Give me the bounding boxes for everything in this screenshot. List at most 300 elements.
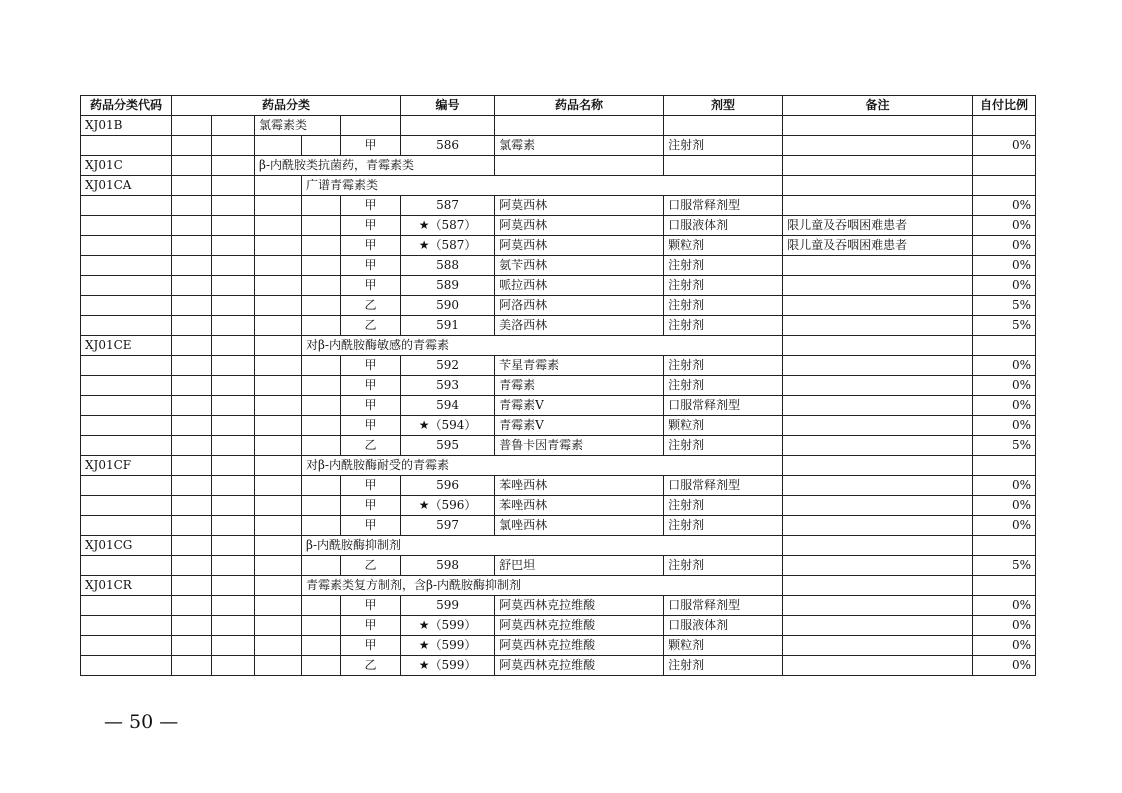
indent-cell	[212, 616, 255, 636]
indent-cell	[172, 436, 212, 456]
indent-cell	[212, 496, 255, 516]
code-cell	[81, 436, 172, 456]
code-cell	[81, 376, 172, 396]
code-cell	[81, 216, 172, 236]
indent-cell	[302, 276, 341, 296]
note-cell	[783, 396, 973, 416]
indent-cell	[255, 356, 302, 376]
note-cell	[783, 436, 973, 456]
number-cell: ★（596）	[401, 496, 495, 516]
form-cell	[973, 536, 1036, 556]
grade-cell: 甲	[341, 596, 401, 616]
dosage-form-cell: 注射剂	[664, 496, 783, 516]
indent-cell	[212, 576, 255, 596]
form-cell	[973, 336, 1036, 356]
dosage-form-cell: 注射剂	[664, 656, 783, 676]
drug-row	[81, 296, 1036, 316]
grade-cell: 甲	[341, 396, 401, 416]
dosage-form-cell: 注射剂	[664, 276, 783, 296]
grade-cell: 甲	[341, 236, 401, 256]
indent-cell	[212, 176, 255, 196]
drug-row	[81, 636, 1036, 656]
note-cell	[783, 316, 973, 336]
dosage-form-cell: 注射剂	[664, 376, 783, 396]
note-cell	[783, 616, 973, 636]
drug-row	[81, 596, 1036, 616]
indent-cell	[212, 236, 255, 256]
dosage-form-cell: 颗粒剂	[664, 236, 783, 256]
drug-name-cell: 阿莫西林	[495, 236, 664, 256]
indent-cell	[172, 596, 212, 616]
grade-cell: 乙	[341, 556, 401, 576]
indent-cell	[172, 576, 212, 596]
indent-cell	[172, 336, 212, 356]
indent-cell	[302, 396, 341, 416]
indent-cell	[302, 256, 341, 276]
indent-cell	[302, 196, 341, 216]
code-cell	[81, 136, 172, 156]
drug-row	[81, 556, 1036, 576]
number-cell: ★（599）	[401, 616, 495, 636]
number-cell: ★（587）	[401, 236, 495, 256]
number-cell	[401, 116, 495, 136]
number-cell: 592	[401, 356, 495, 376]
ratio-cell: 5%	[973, 436, 1036, 456]
indent-cell	[212, 636, 255, 656]
grade-cell: 甲	[341, 416, 401, 436]
category-code-cell: XJ01CE	[81, 336, 172, 356]
indent-cell	[302, 136, 341, 156]
category-label-cell: 对β-内酰胺酶敏感的青霉素	[302, 336, 783, 356]
header-category: 药品分类	[172, 96, 401, 116]
indent-cell	[172, 636, 212, 656]
indent-cell	[172, 516, 212, 536]
indent-cell	[212, 456, 255, 476]
drug-row	[81, 476, 1036, 496]
category-label-cell: β-内酰胺类抗菌药，青霉素类	[255, 156, 495, 176]
indent-cell	[212, 116, 255, 136]
indent-cell	[172, 316, 212, 336]
indent-cell	[212, 556, 255, 576]
ratio-cell: 0%	[973, 596, 1036, 616]
grade-cell	[341, 116, 401, 136]
indent-cell	[172, 276, 212, 296]
indent-cell	[255, 276, 302, 296]
category-code-cell: XJ01B	[81, 116, 172, 136]
dosage-form-cell: 注射剂	[664, 356, 783, 376]
category-code-cell: XJ01CA	[81, 176, 172, 196]
ratio-cell: 5%	[973, 556, 1036, 576]
drug-name-cell: 苯唑西林	[495, 496, 664, 516]
indent-cell	[302, 656, 341, 676]
note-cell	[783, 116, 973, 136]
indent-cell	[255, 136, 302, 156]
category-label-cell: β-内酰胺酶抑制剂	[302, 536, 783, 556]
code-cell	[81, 296, 172, 316]
drug-name-cell: 阿洛西林	[495, 296, 664, 316]
drug-name-cell: 苯唑西林	[495, 476, 664, 496]
drug-name-cell: 哌拉西林	[495, 276, 664, 296]
drug-name-cell: 美洛西林	[495, 316, 664, 336]
indent-cell	[212, 596, 255, 616]
indent-cell	[212, 536, 255, 556]
note-cell	[783, 656, 973, 676]
drug-row	[81, 216, 1036, 236]
name-cell	[495, 116, 664, 136]
indent-cell	[212, 156, 255, 176]
ratio-cell: 0%	[973, 416, 1036, 436]
indent-cell	[212, 436, 255, 456]
note-cell	[783, 296, 973, 316]
dosage-form-cell: 口服常释剂型	[664, 196, 783, 216]
indent-cell	[302, 636, 341, 656]
indent-cell	[302, 496, 341, 516]
indent-cell	[172, 356, 212, 376]
header-row	[81, 96, 1036, 116]
indent-cell	[302, 296, 341, 316]
number-cell: ★（587）	[401, 216, 495, 236]
grade-cell: 乙	[341, 436, 401, 456]
number-cell: 588	[401, 256, 495, 276]
name-cell	[664, 156, 783, 176]
number-cell: 589	[401, 276, 495, 296]
indent-cell	[255, 456, 302, 476]
name-cell	[783, 336, 973, 356]
indent-cell	[172, 556, 212, 576]
grade-cell: 乙	[341, 656, 401, 676]
grade-cell: 甲	[341, 376, 401, 396]
category-code-cell: XJ01C	[81, 156, 172, 176]
ratio-cell: 0%	[973, 276, 1036, 296]
note-cell	[783, 256, 973, 276]
indent-cell	[172, 496, 212, 516]
form-cell	[973, 576, 1036, 596]
ratio-cell: 0%	[973, 516, 1036, 536]
code-cell	[81, 616, 172, 636]
drug-row	[81, 356, 1036, 376]
note-cell	[783, 196, 973, 216]
grade-cell: 乙	[341, 296, 401, 316]
dosage-form-cell: 口服常释剂型	[664, 596, 783, 616]
number-cell: 598	[401, 556, 495, 576]
drug-name-cell: 普鲁卡因青霉素	[495, 436, 664, 456]
drug-row	[81, 256, 1036, 276]
indent-cell	[212, 256, 255, 276]
category-code-cell: XJ01CF	[81, 456, 172, 476]
ratio-cell: 0%	[973, 636, 1036, 656]
indent-cell	[212, 196, 255, 216]
drug-name-cell: 阿莫西林	[495, 196, 664, 216]
grade-cell: 甲	[341, 216, 401, 236]
number-cell: 591	[401, 316, 495, 336]
form-cell	[973, 456, 1036, 476]
ratio-cell: 0%	[973, 256, 1036, 276]
code-cell	[81, 256, 172, 276]
note-cell	[973, 156, 1036, 176]
header-note: 备注	[783, 96, 973, 116]
indent-cell	[255, 216, 302, 236]
indent-cell	[255, 296, 302, 316]
drug-row	[81, 656, 1036, 676]
drug-row	[81, 196, 1036, 216]
indent-cell	[172, 156, 212, 176]
ratio-cell: 5%	[973, 296, 1036, 316]
indent-cell	[212, 476, 255, 496]
indent-cell	[255, 476, 302, 496]
code-cell	[81, 636, 172, 656]
code-cell	[81, 276, 172, 296]
drug-name-cell: 阿莫西林克拉维酸	[495, 596, 664, 616]
indent-cell	[302, 516, 341, 536]
drug-name-cell: 舒巴坦	[495, 556, 664, 576]
header-code: 药品分类代码	[81, 96, 172, 116]
dosage-form-cell: 口服常释剂型	[664, 476, 783, 496]
category-row	[81, 156, 1036, 176]
ratio-cell: 0%	[973, 136, 1036, 156]
category-label-cell: 青霉素类复方制剂，含β-内酰胺酶抑制剂	[302, 576, 783, 596]
indent-cell	[212, 356, 255, 376]
indent-cell	[302, 356, 341, 376]
indent-cell	[302, 236, 341, 256]
code-cell	[81, 656, 172, 676]
dosage-form-cell: 注射剂	[664, 136, 783, 156]
note-cell	[783, 516, 973, 536]
indent-cell	[172, 216, 212, 236]
drug-row	[81, 316, 1036, 336]
indent-cell	[212, 276, 255, 296]
indent-cell	[255, 176, 302, 196]
grade-cell: 甲	[341, 496, 401, 516]
category-row	[81, 536, 1036, 556]
number-cell: 595	[401, 436, 495, 456]
indent-cell	[172, 116, 212, 136]
indent-cell	[302, 556, 341, 576]
number-cell: ★（594）	[401, 416, 495, 436]
category-row	[81, 336, 1036, 356]
indent-cell	[172, 656, 212, 676]
indent-cell	[172, 296, 212, 316]
ratio-cell	[973, 116, 1036, 136]
number-cell: ★（599）	[401, 636, 495, 656]
indent-cell	[172, 176, 212, 196]
dosage-form-cell: 注射剂	[664, 436, 783, 456]
note-cell	[783, 476, 973, 496]
dosage-form-cell: 口服常释剂型	[664, 396, 783, 416]
name-cell	[783, 176, 973, 196]
indent-cell	[172, 136, 212, 156]
category-label-cell: 广谱青霉素类	[302, 176, 783, 196]
drug-name-cell: 青霉素V	[495, 396, 664, 416]
drug-name-cell: 苄星青霉素	[495, 356, 664, 376]
indent-cell	[255, 316, 302, 336]
indent-cell	[172, 396, 212, 416]
note-cell	[783, 636, 973, 656]
category-label-cell: 对β-内酰胺酶耐受的青霉素	[302, 456, 783, 476]
indent-cell	[255, 576, 302, 596]
indent-cell	[172, 456, 212, 476]
code-cell	[81, 236, 172, 256]
code-cell	[81, 196, 172, 216]
header-ratio: 自付比例	[973, 96, 1036, 116]
drug-name-cell: 青霉素	[495, 376, 664, 396]
note-cell	[783, 276, 973, 296]
ratio-cell: 0%	[973, 196, 1036, 216]
indent-cell	[172, 376, 212, 396]
indent-cell	[172, 196, 212, 216]
indent-cell	[255, 416, 302, 436]
drug-row	[81, 376, 1036, 396]
indent-cell	[255, 376, 302, 396]
grade-cell: 甲	[341, 516, 401, 536]
indent-cell	[302, 596, 341, 616]
indent-cell	[172, 416, 212, 436]
dosage-form-cell: 注射剂	[664, 296, 783, 316]
indent-cell	[255, 496, 302, 516]
category-row	[81, 176, 1036, 196]
dosage-form-cell: 注射剂	[664, 256, 783, 276]
code-cell	[81, 356, 172, 376]
ratio-cell: 0%	[973, 476, 1036, 496]
dosage-form-cell: 注射剂	[664, 516, 783, 536]
header-number: 编号	[401, 96, 495, 116]
indent-cell	[212, 136, 255, 156]
note-cell	[783, 376, 973, 396]
indent-cell	[172, 476, 212, 496]
table-body	[81, 116, 1036, 676]
dosage-form-cell: 颗粒剂	[664, 636, 783, 656]
grade-cell: 甲	[341, 196, 401, 216]
indent-cell	[212, 296, 255, 316]
number-cell: 597	[401, 516, 495, 536]
name-cell	[783, 536, 973, 556]
code-cell	[81, 496, 172, 516]
drug-row	[81, 436, 1036, 456]
indent-cell	[302, 616, 341, 636]
drug-name-cell: 阿莫西林克拉维酸	[495, 616, 664, 636]
grade-cell: 甲	[341, 276, 401, 296]
ratio-cell: 0%	[973, 356, 1036, 376]
grade-cell: 甲	[341, 256, 401, 276]
ratio-cell: 0%	[973, 216, 1036, 236]
number-cell: 590	[401, 296, 495, 316]
grade-cell: 甲	[341, 476, 401, 496]
note-cell	[783, 596, 973, 616]
drug-row	[81, 236, 1036, 256]
dosage-form-cell: 注射剂	[664, 316, 783, 336]
drug-row	[81, 136, 1036, 156]
drug-row	[81, 276, 1036, 296]
drug-name-cell: 氨苄西林	[495, 256, 664, 276]
category-row	[81, 116, 1036, 136]
indent-cell	[172, 536, 212, 556]
name-cell	[783, 456, 973, 476]
code-cell	[81, 516, 172, 536]
dosage-form-cell: 口服液体剂	[664, 616, 783, 636]
drug-name-cell: 青霉素V	[495, 416, 664, 436]
number-cell: ★（599）	[401, 656, 495, 676]
drug-name-cell: 氯唑西林	[495, 516, 664, 536]
category-code-cell: XJ01CG	[81, 536, 172, 556]
indent-cell	[172, 616, 212, 636]
note-cell: 限儿童及吞咽困难患者	[783, 216, 973, 236]
indent-cell	[255, 396, 302, 416]
indent-cell	[172, 236, 212, 256]
indent-cell	[212, 336, 255, 356]
indent-cell	[212, 376, 255, 396]
indent-cell	[255, 336, 302, 356]
number-cell: 596	[401, 476, 495, 496]
note-cell	[783, 416, 973, 436]
note-cell	[783, 496, 973, 516]
code-cell	[81, 416, 172, 436]
code-cell	[81, 476, 172, 496]
name-cell	[783, 576, 973, 596]
number-cell: 599	[401, 596, 495, 616]
note-cell	[783, 356, 973, 376]
ratio-cell: 0%	[973, 616, 1036, 636]
code-cell	[81, 556, 172, 576]
drug-name-cell: 阿莫西林克拉维酸	[495, 636, 664, 656]
indent-cell	[302, 436, 341, 456]
indent-cell	[255, 436, 302, 456]
indent-cell	[212, 316, 255, 336]
ratio-cell: 5%	[973, 316, 1036, 336]
grade-cell: 甲	[341, 636, 401, 656]
indent-cell	[212, 216, 255, 236]
drug-row	[81, 416, 1036, 436]
indent-cell	[212, 396, 255, 416]
number-cell: 594	[401, 396, 495, 416]
drug-catalog-table	[80, 95, 1036, 676]
category-code-cell: XJ01CR	[81, 576, 172, 596]
ratio-cell: 0%	[973, 376, 1036, 396]
note-cell	[783, 556, 973, 576]
indent-cell	[255, 556, 302, 576]
dosage-form-cell: 口服液体剂	[664, 216, 783, 236]
drug-row	[81, 396, 1036, 416]
note-cell: 限儿童及吞咽困难患者	[783, 236, 973, 256]
number-cell: 587	[401, 196, 495, 216]
indent-cell	[255, 596, 302, 616]
drug-row	[81, 616, 1036, 636]
indent-cell	[172, 256, 212, 276]
indent-cell	[302, 216, 341, 236]
code-cell	[81, 316, 172, 336]
header-name: 药品名称	[495, 96, 664, 116]
drug-name-cell: 阿莫西林克拉维酸	[495, 656, 664, 676]
ratio-cell: 0%	[973, 236, 1036, 256]
indent-cell	[255, 196, 302, 216]
indent-cell	[212, 656, 255, 676]
number-cell	[495, 156, 664, 176]
dosage-form-cell: 颗粒剂	[664, 416, 783, 436]
category-row	[81, 576, 1036, 596]
ratio-cell: 0%	[973, 656, 1036, 676]
indent-cell	[255, 616, 302, 636]
indent-cell	[302, 476, 341, 496]
indent-cell	[255, 656, 302, 676]
page-number: — 50 —	[104, 711, 179, 733]
category-row	[81, 456, 1036, 476]
ratio-cell: 0%	[973, 496, 1036, 516]
grade-cell: 甲	[341, 616, 401, 636]
indent-cell	[302, 376, 341, 396]
number-cell: 586	[401, 136, 495, 156]
grade-cell: 甲	[341, 356, 401, 376]
grade-cell: 乙	[341, 316, 401, 336]
note-cell	[783, 136, 973, 156]
code-cell	[81, 396, 172, 416]
